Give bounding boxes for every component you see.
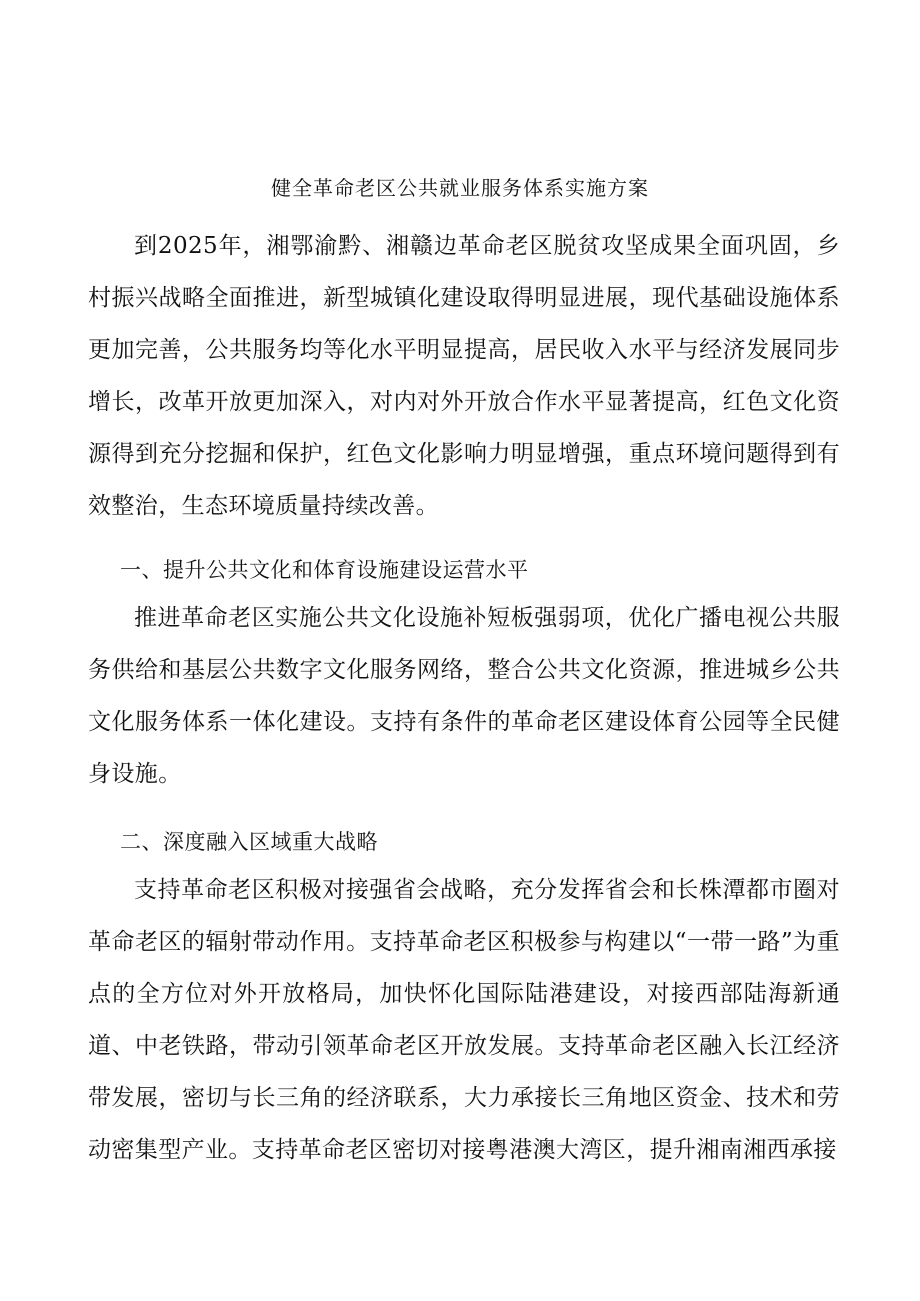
- section-heading-2: 二、深度融入区域重大战略: [120, 830, 378, 854]
- section-heading-1: 一、提升公共文化和体育设施建设运营水平: [120, 558, 529, 582]
- section-paragraph-1: 推进革命老区实施公共文化设施补短板强弱项，优化广播电视公共服务供给和基层公共数字文化服务网络，整合公共文化资源，推进城乡公共文化服务体系一体化建设。支持有条件的革命老区建设体育公园等全民健身设施。: [88, 605, 840, 787]
- section-paragraph-2: 支持革命老区积极对接强省会战略，充分发挥省会和长株潭都市圈对革命老区的辐射带动作用。支持革命老区积极参与构建以“一带一路”为重点的全方位对外开放格局，加快怀化国际陆港建设，对接西部陆海新通道、中老铁路，带动引领革命老区开放发展。支持革命老区融入长江经济带发展，密切与长三角的经济联系，大力承接长三角地区资金、技术和劳动密集型产业。支持革命老区密切对接粤港澳大湾区，提升湘南湘西承接: [88, 877, 840, 1163]
- document-title: 健全革命老区公共就业服务体系实施方案: [271, 176, 649, 200]
- intro-paragraph: 到2025年，湘鄂渝黔、湘赣边革命老区脱贫攻坚成果全面巩固，乡村振兴战略全面推进，新型城镇化建设取得明显进展，现代基础设施体系更加完善，公共服务均等化水平明显提高，居民收入水平与经济发展同步增长，改革开放更加深入，对内对外开放合作水平显著提高，红色文化资源得到充分挖掘和保护，红色文化影响力明显增强，重点环境问题得到有效整治，生态环境质量持续改善。: [88, 233, 840, 519]
